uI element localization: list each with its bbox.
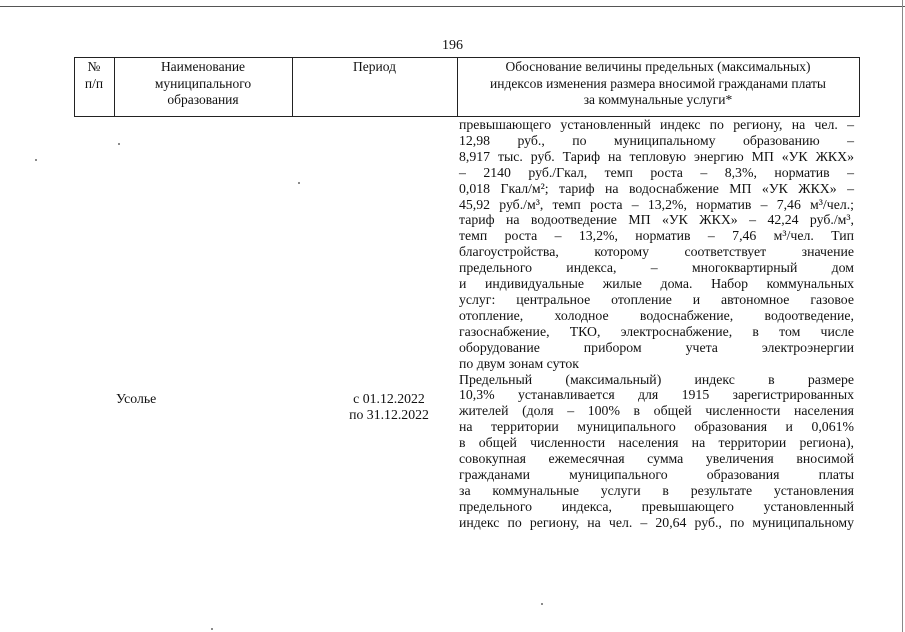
text-line: отопление, холодное водоснабжение, водоотведение, <box>459 307 854 323</box>
text-line: тариф на водоотведение МП «УК ЖКХ» – 42,24 руб./м³, <box>459 212 854 228</box>
scan-edge-line <box>902 0 903 632</box>
document-table <box>74 57 860 632</box>
page-number: 196 <box>442 38 463 53</box>
text-line: темп роста – 13,2%, норматив – 7,46 м³/чел. Тип <box>459 228 854 244</box>
text-line: совокупная ежемесячная сумма увеличения вносимой <box>459 451 854 467</box>
scan-speck <box>298 182 300 184</box>
period-cell <box>329 391 449 423</box>
header-number-line: № <box>87 59 101 74</box>
header-period <box>292 59 457 76</box>
text-line: оборудование прибором учета электроэнергии <box>459 339 854 355</box>
scan-speck <box>35 159 37 161</box>
header-municipality-line: образования <box>167 92 239 107</box>
scan-speck <box>541 603 543 605</box>
header-municipality <box>114 59 292 109</box>
period-end: по 31.12.2022 <box>349 406 429 422</box>
scan-speck <box>211 628 213 630</box>
row-justification-paragraph <box>459 372 854 531</box>
header-justification-line: Обоснование величины предельных (максимальных) <box>505 59 811 74</box>
text-line: Предельный (максимальный) индекс в размере <box>459 371 854 387</box>
text-line: в общей численности населения на территории региона), <box>459 435 854 451</box>
header-number <box>74 59 114 92</box>
text-line: индекс по региону, на чел. – 20,64 руб., по муниципальному <box>459 514 854 530</box>
scan-speck <box>118 143 120 145</box>
header-justification <box>457 59 859 109</box>
header-municipality-line: муниципального <box>154 75 252 91</box>
table-header <box>74 57 860 117</box>
scan-edge-line <box>0 6 905 7</box>
text-line: предельного индекса, – многоквартирный дом <box>459 260 854 276</box>
text-line: превышающего установленный индекс по региону, на чел. – <box>459 117 854 132</box>
text-line: 10,3% устанавливается для 1915 зарегистрированных <box>459 387 854 403</box>
text-line: газоснабжение, ТКО, электроснабжение, в том числе <box>459 323 854 339</box>
justification-text <box>459 117 854 531</box>
text-line: по двум зонам суток <box>459 355 579 371</box>
period-start: с 01.12.2022 <box>353 391 425 406</box>
column-border <box>859 58 860 116</box>
text-line: благоустройства, которому соответствует значение <box>459 244 854 260</box>
header-period-line: Период <box>353 59 396 74</box>
text-line: 8,917 тыс. руб. Тариф на тепловую энергию МП «УК ЖКХ» <box>459 148 854 164</box>
text-line: 0,018 Гкал/м²; тариф на водоснабжение МП «УК ЖКХ» – <box>459 180 854 196</box>
text-line: 12,98 руб., по муниципальному образованию – <box>459 132 854 148</box>
text-line: за коммунальные услуги в результате установления <box>459 482 854 498</box>
header-justification-line: индексов изменения размера вносимой гражданами платы <box>490 75 826 91</box>
continuation-paragraph <box>459 117 854 372</box>
text-line: гражданами муниципального образования платы <box>459 466 854 482</box>
text-line: жителей (доля – 100% в общей численности населения <box>459 403 854 419</box>
text-line: предельного индекса, превышающего установленный <box>459 498 854 514</box>
header-justification-line: за коммунальные услуги* <box>583 92 733 107</box>
text-line: на территории муниципального образования и 0,061% <box>459 419 854 435</box>
text-line: и индивидуальные жилые дома. Набор коммунальных <box>459 276 854 292</box>
header-municipality-line: Наименование <box>160 59 246 74</box>
text-line: 45,92 руб./м³, темп роста – 13,2%, норматив – 7,46 м³/чел.; <box>459 196 854 212</box>
municipality-name: Усолье <box>116 391 157 406</box>
text-line: услуг: центральное отопление и автономное газовое <box>459 291 854 307</box>
text-line: – 2140 руб./Гкал, темп роста – 8,3%, норматив – <box>459 164 854 180</box>
header-number-line: п/п <box>84 75 104 91</box>
